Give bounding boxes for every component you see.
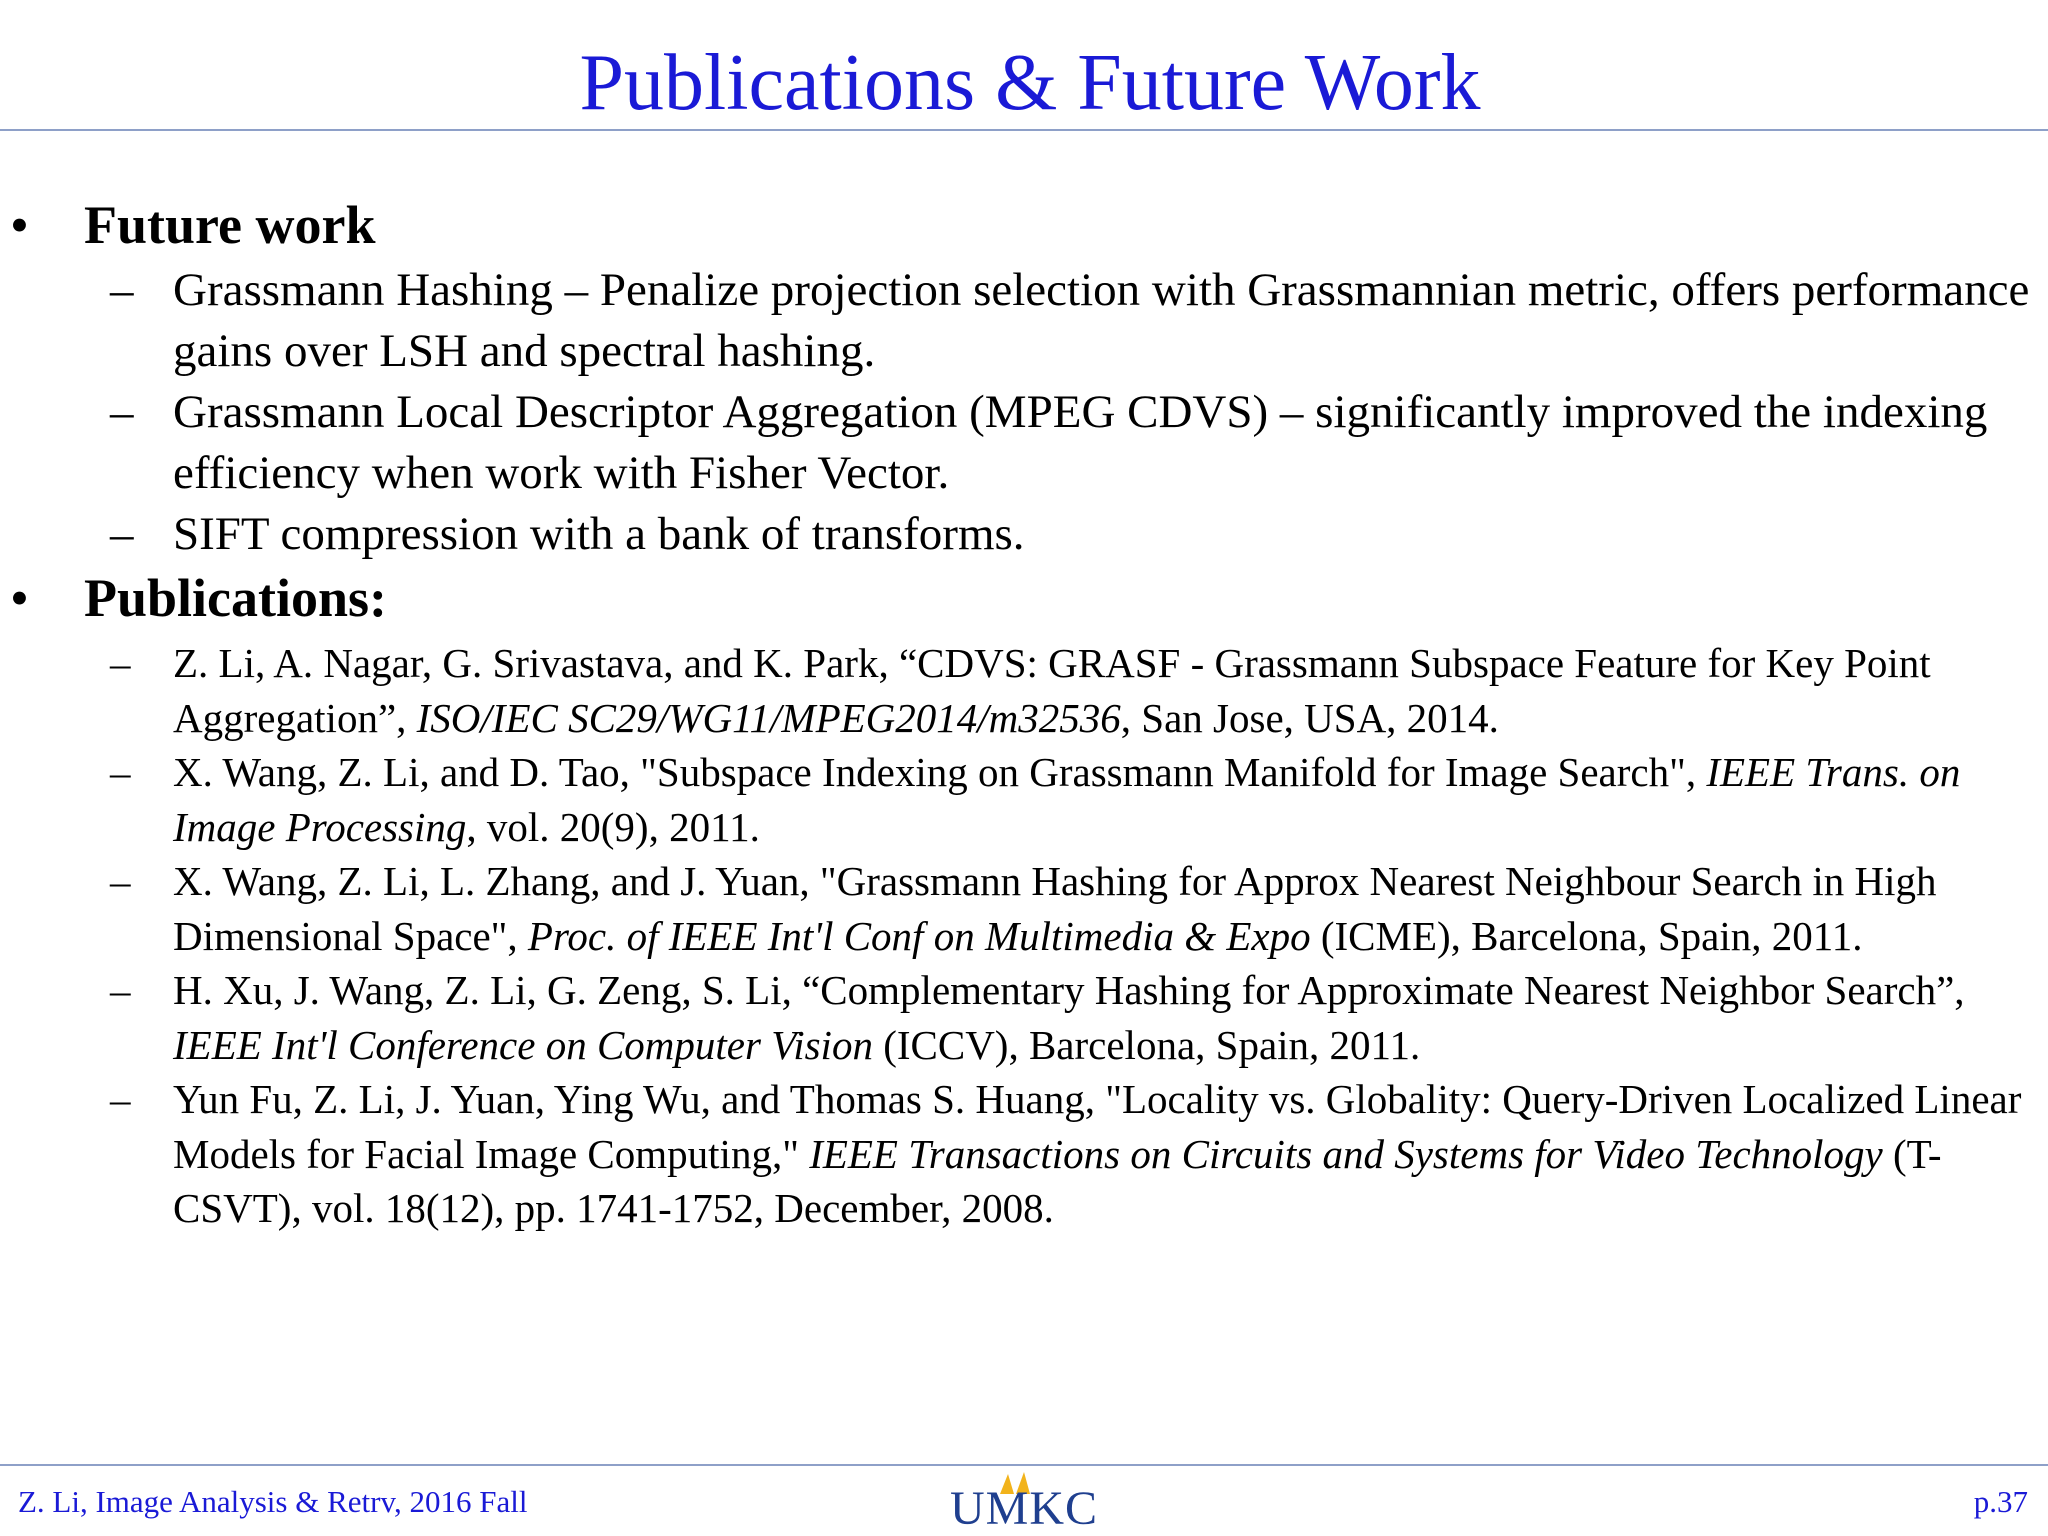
- dash-icon: –: [110, 1076, 131, 1122]
- future-work-item-text: Grassmann Hashing – Penalize projection selection with Grassmannian metric, offers performance gains over LSH and spectral hashing.: [173, 264, 2030, 377]
- umkc-logo-text: UMKC: [950, 1482, 1099, 1535]
- slide-body: [0, 190, 2048, 1236]
- publication-authors-title: Yun Fu, Z. Li, J. Yuan, Ying Wu, and Thomas S. Huang, "Locality vs. Globality: Query-Driven Localized Linear Models for Facial Image Computing,": [173, 1076, 2022, 1177]
- publication-item: [0, 745, 2046, 854]
- publication-details: (ICME), Barcelona, Spain, 2011.: [1310, 912, 1863, 959]
- dash-icon: –: [110, 749, 131, 795]
- publication-authors-title: Z. Li, A. Nagar, G. Srivastava, and K. Park, “CDVS: GRASF - Grassmann Subspace Feature for Key Point Aggregation”,: [173, 640, 1931, 741]
- slide-title: Publications & Future Work: [579, 39, 1481, 127]
- publication-venue: IEEE Trans. on Image Processing: [173, 749, 1961, 850]
- dash-icon: –: [110, 508, 134, 560]
- dash-icon: –: [110, 386, 134, 438]
- footer-divider: [0, 1464, 2048, 1466]
- publication-venue: Proc. of IEEE Int'l Conf on Multimedia & Expo: [527, 912, 1311, 959]
- publication-item: [0, 636, 2046, 745]
- publication-details: , vol. 20(9), 2011.: [466, 803, 760, 850]
- page-number: p.37: [1973, 1484, 2028, 1519]
- publication-authors-title: X. Wang, Z. Li, L. Zhang, and J. Yuan, "Grassmann Hashing for Approx Nearest Neighbour Search in High Dimensional Space",: [173, 858, 1937, 959]
- future-work-heading-text: Future work: [84, 195, 376, 255]
- dash-icon: –: [110, 858, 131, 904]
- future-work-heading: [0, 190, 2048, 260]
- publications-heading: [0, 563, 2048, 633]
- publication-authors-title: X. Wang, Z. Li, and D. Tao, "Subspace Indexing on Grassmann Manifold for Image Search",: [173, 749, 1707, 795]
- bullet-icon: •: [10, 568, 29, 628]
- publication-authors-title: H. Xu, J. Wang, Z. Li, G. Zeng, S. Li, “Complementary Hashing for Approximate Nearest Neighbor Search”,: [173, 967, 1965, 1013]
- future-work-item: [0, 382, 2048, 504]
- future-work-item-text: Grassmann Local Descriptor Aggregation (MPEG CDVS) – significantly improved the indexing efficiency when work with Fisher Vector.: [173, 386, 1988, 499]
- publications-heading-text: Publications:: [84, 568, 388, 628]
- title-divider: [0, 129, 2048, 131]
- bullet-icon: •: [10, 195, 29, 255]
- publication-venue: IEEE Transactions on Circuits and Systems for Video Technology: [809, 1130, 1883, 1177]
- publication-item: [0, 854, 2046, 963]
- future-work-item-text: SIFT compression with a bank of transforms.: [173, 508, 1025, 560]
- dash-icon: –: [110, 640, 131, 686]
- publication-venue: IEEE Int'l Conference on Computer Vision: [173, 1021, 873, 1068]
- publication-details: (T-CSVT), vol. 18(12), pp. 1741-1752, December, 2008.: [173, 1130, 1942, 1231]
- publication-details: (ICCV), Barcelona, Spain, 2011.: [872, 1021, 1421, 1068]
- publication-details: , San Jose, USA, 2014.: [1120, 694, 1499, 741]
- publication-venue: ISO/IEC SC29/WG11/MPEG2014/m32536: [416, 694, 1121, 741]
- dash-icon: –: [110, 967, 131, 1013]
- dash-icon: –: [110, 264, 134, 316]
- publication-item: [0, 963, 2046, 1072]
- future-work-item: [0, 504, 2048, 565]
- future-work-item: [0, 260, 2048, 382]
- umkc-logo: [950, 1472, 1099, 1535]
- publication-item: [0, 1072, 2046, 1236]
- footer-course-info: Z. Li, Image Analysis & Retrv, 2016 Fall: [18, 1484, 528, 1519]
